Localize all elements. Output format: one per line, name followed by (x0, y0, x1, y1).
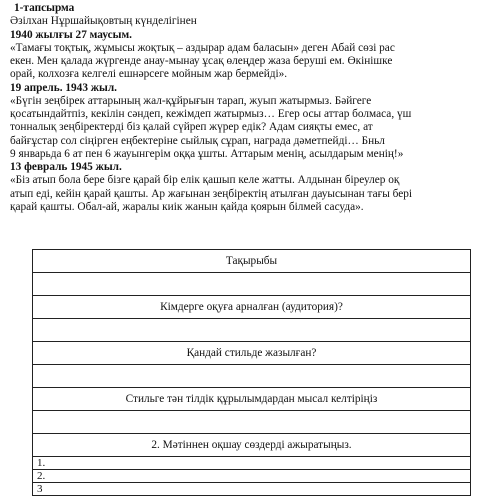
table-cell-topic: Тақырыбы (33, 250, 471, 273)
task-table (32, 249, 471, 496)
table-row (33, 434, 471, 457)
table-cell-audience: Кімдерге оқуға арналған (аудитория)? (33, 296, 471, 319)
table-row (33, 457, 471, 470)
table-row (33, 388, 471, 411)
table-row (33, 483, 471, 496)
entry-line: екен. Мен қалада жүргенде анау-мынау ұсақ өлеңдер жаза беруші ем. Өкінішке (10, 55, 393, 67)
entry-line: «Біз атып бола бере бізге қарай бір елік қашып келе жатты. Алдынан біреулер оқ (10, 174, 400, 187)
answer-cell[interactable] (33, 365, 471, 388)
entry-line: 9 январьда 6 ат пен 6 жауынгерім оққа ұшты. Аттарым менің, асылдарым менің!» (10, 147, 404, 160)
table-row (33, 411, 471, 434)
table-row (33, 319, 471, 342)
task-title: 1-тапсырма (14, 2, 75, 14)
entry-line: тонналық зеңбіректерді біз қалай сүйреп жүрер едік? Адам сияқты емес, ат (10, 121, 373, 134)
answer-cell[interactable] (33, 273, 471, 296)
entry-date: 13 февраль 1945 жыл. (10, 161, 122, 173)
answer-cell[interactable] (33, 319, 471, 342)
numbered-answer-2[interactable]: 2. (33, 470, 471, 483)
entry-date: 19 апрель. 1943 жыл. (10, 81, 117, 94)
table-row (33, 342, 471, 365)
numbered-answer-3[interactable]: 3 (33, 483, 471, 496)
table-row (33, 250, 471, 273)
entry-line: қосатындайтпіз, кекілін сәндеп, кежімдеп жатырмыз… Егер осы аттар болмаса, үш (10, 108, 412, 120)
table-row (33, 470, 471, 483)
numbered-answer-1[interactable]: 1. (33, 457, 471, 470)
source-line: Әзілхан Нұршайықовтың күнделігінен (10, 15, 197, 28)
table-row (33, 365, 471, 388)
entry-line: орай, колхозға келгелі ешнәрсеге мойным жар бермейді». (10, 68, 288, 81)
entry-line: қарай қашты. Обал-ай, жаралы киік жанын қайда қоярын білмей сасуда». (10, 200, 364, 213)
entry-line: «Бүгін зеңбірек аттарының жал-құйрығын тарап, жуып жатырмыз. Бәйгеге (10, 94, 372, 107)
reading-text (10, 2, 472, 214)
entry-line: «Тамағы тоқтық, жұмысы жоқтық – аздырар адам баласын» деген Абай сөзі рас (10, 41, 395, 54)
table-row (33, 296, 471, 319)
table-cell-style: Қандай стильде жазылған? (33, 342, 471, 365)
entry-line: байғұстар сол сіңірген еңбектеріне сыйлық сұрап, награда дәметпейді… Бньл (10, 134, 385, 147)
answer-cell[interactable] (33, 411, 471, 434)
table-cell-task2: 2. Мәтіннен оқшау сөздерді ажыратыңыз. (33, 434, 471, 457)
table-row (33, 273, 471, 296)
table-cell-examples: Стильге тән тілдік құрылымдардан мысал келтіріңіз (33, 388, 471, 411)
entry-date: 1940 жылғы 27 маусым. (10, 28, 133, 41)
entry-line: атып еді, кейін қарай қашты. Ар жағынан зеңбіректің атылған дауысынан тағы бері (10, 187, 413, 200)
